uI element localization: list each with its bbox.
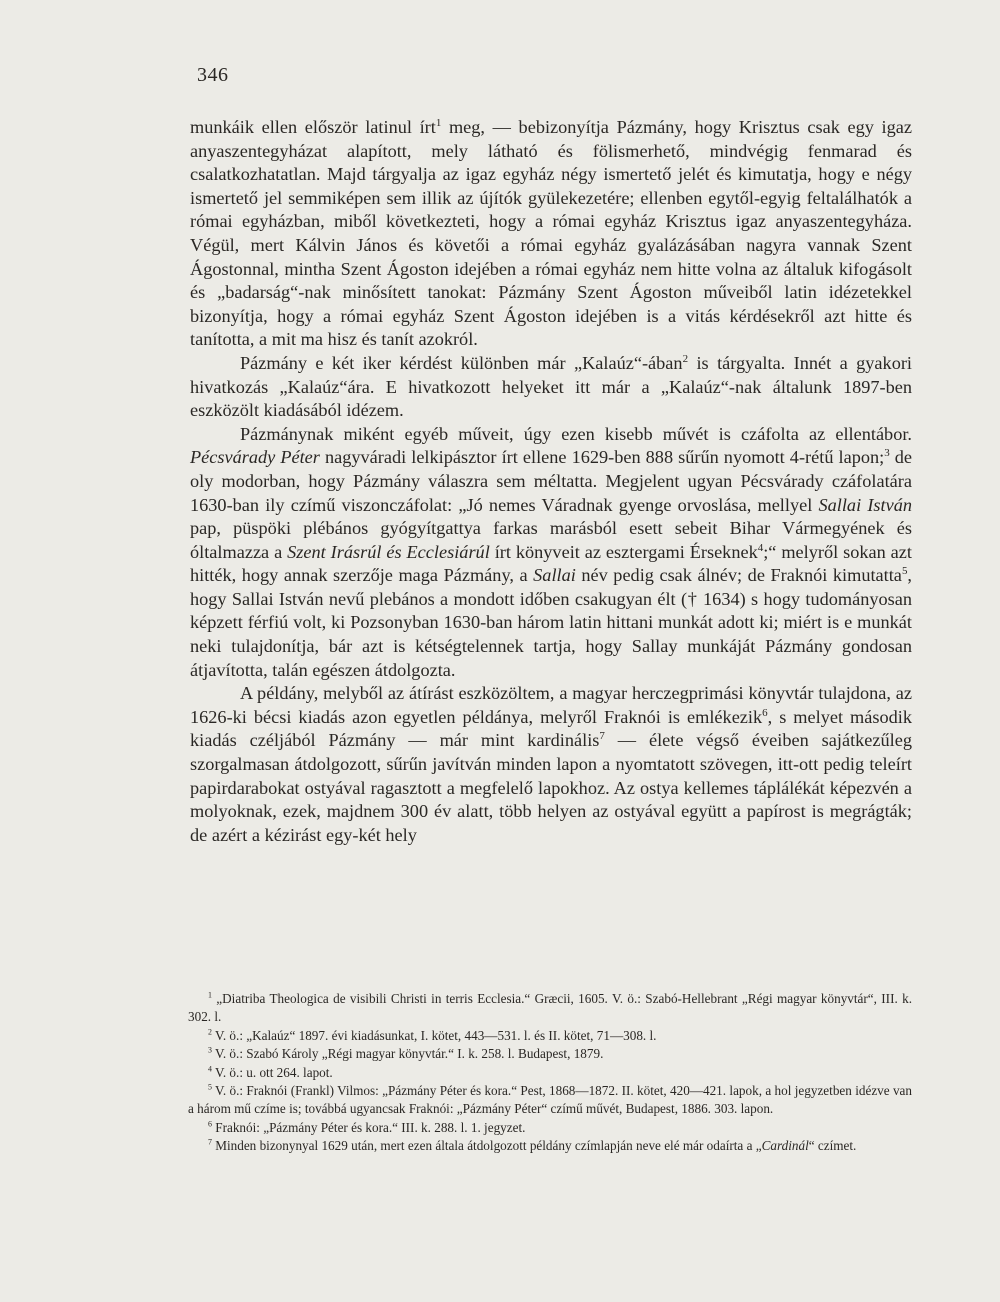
footnote-reference: 6 [762, 706, 768, 719]
footnote-reference: 7 [208, 1137, 212, 1147]
italic-text: Sallai [533, 565, 576, 586]
italic-text: Cardinál [761, 1138, 809, 1154]
text-run: Minden bizonynyal 1629 után, mert ezen általa átdolgozott példány czímlapján neve elé már odaírta a „ [211, 1138, 762, 1154]
footnote [188, 1082, 912, 1119]
paragraph [190, 352, 912, 423]
footnote-reference: 3 [208, 1045, 212, 1055]
paragraph [190, 423, 912, 683]
footnote [188, 1027, 912, 1045]
text-run: de oly modorban, hogy Pázmány válaszra sem méltatta. Megjelent ugyan Pécsvárady czáfolatára 1630-ban ily czímű viszonczáfolat: „Jó nemes Váradnak gyenge orvoslása, mellyel [190, 447, 912, 515]
footnote-reference: 4 [208, 1064, 212, 1074]
text-run: V. ö.: Szabó Károly „Régi magyar könyvtár.“ I. k. 258. l. Budapest, 1879. [211, 1046, 604, 1062]
footnote-reference: 7 [599, 730, 605, 743]
italic-text: Sallai István [818, 494, 912, 515]
footnote-reference: 3 [884, 447, 890, 460]
footnote [188, 1064, 912, 1082]
text-run: pap, püspöki plébános gyógyítgattya farkas marásból esett sebeit Bihar Vármegyének és óltalmazza a [190, 518, 912, 562]
page-number: 346 [197, 64, 229, 86]
text-run: “ czímet. [808, 1138, 857, 1154]
text-run: V. ö.: u. ott 264. lapot. [211, 1064, 333, 1080]
body-text [190, 116, 912, 847]
text-run: — élete végső éveiben sajátkezűleg szorgalmasan átdolgozott, sűrűn javítván minden lapon a nyomtatott szövegen, itt-ott pedig teleírt papirdarabokat ostyával ragasztott a megfelelő lapokhoz. Az ostya kellemes táplálékát képezvén a molyoknak, ezek, majdnem 300 év alatt, több helyen az ostyával együtt a papírost is megrágták; de azért a kézirást egy-két hely [190, 730, 912, 845]
text-run: ;“ melyről sokan azt hitték, hogy annak szerzője maga Pázmány, a [190, 541, 912, 586]
text-run: Pázmánynak miként egyéb műveit, úgy ezen kisebb művét is czáfolta az ellentábor. [240, 423, 912, 444]
text-run: név pedig csak álnév; de Fraknói kimutatta [575, 565, 902, 586]
text-run: V. ö.: „Kalaúz“ 1897. évi kiadásunkat, I. kötet, 443—531. l. és II. kötet, 71—308. l. [211, 1027, 657, 1043]
italic-text: Pécsvárady Péter [190, 447, 320, 468]
footnote-reference: 5 [901, 565, 908, 578]
footnote-reference: 6 [208, 1119, 212, 1129]
footnote [188, 1045, 912, 1063]
text-run: , hogy Sallai István nevű plebános a mondott időben csakugyan élt († 1634) s hogy tudományosan képzett férfiú volt, ki Pozsonyban 1630-ban három latin hittani munkát adott ki; miért is e munkát neki tulajdonítja, bár azt is kétségtelennek tartja, hogy Sallay munkáját Pázmány gondosan átjavította, talán egészen átdolgozta. [190, 565, 912, 680]
paragraph [190, 682, 912, 847]
footnote-reference: 5 [208, 1082, 212, 1092]
footnote-reference: 2 [208, 1027, 212, 1037]
paragraph [190, 116, 912, 352]
text-run: írt könyveit az esztergami Érseknek [489, 541, 758, 562]
text-run: munkáik ellen először latinul írt [190, 117, 436, 137]
footnote-reference: 4 [757, 541, 764, 554]
text-run: V. ö.: Fraknói (Frankl) Vilmos: „Pázmány Péter és kora.“ Pest, 1868—1872. II. kötet, 420—421. lapok, a hol jegyzetben idézve van a három mű czíme is; továbbá ugyancsak Fraknói: „Pázmány Péter“ czímű művét, Budapest, 1886. 303. lapon. [188, 1083, 912, 1117]
footnote-reference: 1 [208, 990, 212, 1000]
footnote-reference: 2 [682, 352, 689, 365]
text-run: A példány, melyből az átírást eszközöltem, a magyar herczegprimási könyvtár tulajdona, az 1626-ki bécsi kiadás azon egyetlen példánya, melyről Fraknói is emlékezik [190, 683, 912, 727]
text-run: , s melyet második kiadás czéljából Pázmány — már mint kardinális [190, 706, 912, 751]
footnote-reference: 1 [435, 116, 442, 129]
footnotes [188, 990, 912, 1156]
footnote [188, 1137, 912, 1155]
text-run: „Diatriba Theologica de visibili Christi in terris Ecclesia.“ Græcii, 1605. V. ö.: Szabó-Hellebrant „Régi magyar könyvtár“, III. k. 302. l. [188, 991, 912, 1025]
footnote [188, 990, 912, 1027]
text-run: Fraknói: „Pázmány Péter és kora.“ III. k. 288. l. 1. jegyzet. [211, 1119, 526, 1135]
text-run: nagyváradi lelkipásztor írt ellene 1629-ben 888 sűrűn nyomott 4-rétű lapon; [319, 447, 885, 468]
text-run: Pázmány e két iker kérdést különben már „Kalaúz“-ában [240, 352, 683, 373]
text-run: is tárgyalta. Innét a gyakori hivatkozás „Kalaúz“ára. E hivatkozott helyeket itt már a „Kalaúz“-nak általunk 1897-ben eszközölt kiadásából idézem. [190, 352, 912, 421]
footnote [188, 1119, 912, 1137]
text-run: meg, — bebizonyítja Pázmány, hogy Krisztus csak egy igaz anyaszentegyházat alapított, mely látható és fölismerhető, mindvégig fenmarad és csalatkozhatatlan. Majd tárgyalja az igaz egyház négy ismertető jelét és kimutatja, hogy e négy ismertető jel semmiképen sem illik az újítók gyülekezetére; ellenben egytől-egyig feltalálhatók a római egyházban, miből következteti, hogy a római egyház Krisztus igaz anyaszentegyháza. Végül, mert Kálvin János és követői a római egyház gyalázásában nagyra vannak Szent Ágostonnal, mintha Szent Ágoston idejében a római egyház nem hitte volna az általuk kifogásolt és „badarság“-nak minősített tanokat: Pázmány Szent Ágoston műveiből latin idézetekkel bizonyítja, hogy a római egyház Szent Ágoston idejében is a vitás kérdésekről azt hitte és tanította, a mit ma hisz és tanít azokról. [190, 117, 912, 350]
italic-text: Szent Irásrúl és Ecclesiárúl [287, 541, 490, 562]
